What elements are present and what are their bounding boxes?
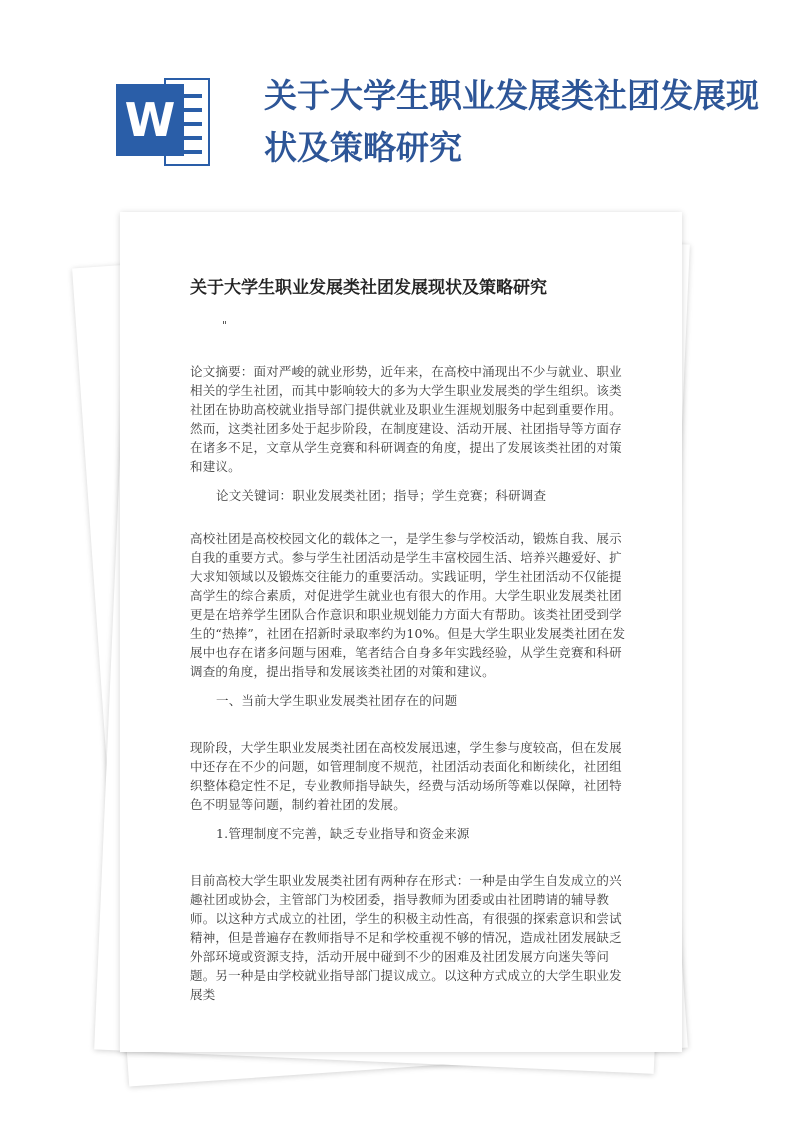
quote-mark: " — [222, 319, 228, 332]
intro-paragraph: 高校社团是高校校园文化的载体之一，是学生参与学校活动，锻炼自我、展示自我的重要方式。参与学生社团活动是学生丰富校园生活、培养兴趣爱好、扩大求知领域以及锻炼交往能力的重要活动。实践证明，学生社团活动不仅能提高学生的综合素质，对促进学生就业也有很大的作用。大学生职业发展类社团更是在培养学生团队合作意识和职业规划能力方面大有帮助。该类社团受到学生的“热捧”，社团在招新时录取率约为10%。但是大学生职业发展类社团在发展中也存在诸多问题与困难，笔者结合自身多年实践经验，从学生竞赛和科研调查的角度，提出指导和发展该类社团的对策和建议。 — [190, 531, 626, 679]
status-paragraph: 现阶段，大学生职业发展类社团在高校发展迅速，学生参与度较高，但在发展中还存在不少的问题，如管理制度不规范，社团活动表面化和断续化，社团组织整体稳定性不足，专业教师指导缺失，经费与活动场所等难以保障，社团特色不明显等问题，制约着社团的发展。 — [190, 740, 622, 812]
detail-paragraph: 目前高校大学生职业发展类社团有两种存在形式：一种是由学生自发成立的兴趣社团或协会，主管部门为校团委，指导教师为团委或由社团聘请的辅导教师。以这种方式成立的社团，学生的积极主动性高，有很强的探索意识和尝试精神，但是普遍存在教师指导不足和学校重视不够的情况，造成社团发展缺乏外部环境或资源支持，活动开展中碰到不少的困难及社团发展方向迷失等问题。另一种是由学校就业指导部门提议成立。以这种方式成立的大学生职业发展类 — [190, 873, 622, 1002]
word-letter-badge: W — [116, 84, 184, 156]
document-heading: 关于大学生职业发展类社团发展现状及策略研究 — [190, 278, 547, 298]
page-title: 关于大学生职业发展类社团发展现状及策略研究 — [264, 76, 759, 167]
section-heading: 一、当前大学生职业发展类社团存在的问题 — [216, 693, 458, 708]
word-icon — [108, 70, 214, 176]
subsection-heading: 1.管理制度不完善，缺乏专业指导和资金来源 — [216, 826, 470, 841]
document-body — [190, 275, 634, 1004]
abstract-paragraph: 论文摘要：面对严峻的就业形势，近年来，在高校中涌现出不少与就业、职业相关的学生社团，而其中影响较大的多为大学生职业发展类的学生组织。该类社团在协助高校就业指导部门提供就业及职业生涯规划服务中起到重要作用。然而，这类社团多处于起步阶段，在制度建设、活动开展、社团指导等方面存在诸多不足，文章从学生竞赛和科研调查的角度，提出了发展该类社团的对策和建议。 — [190, 364, 622, 474]
keywords-line: 论文关键词：职业发展类社团；指导；学生竞赛；科研调查 — [216, 488, 547, 503]
